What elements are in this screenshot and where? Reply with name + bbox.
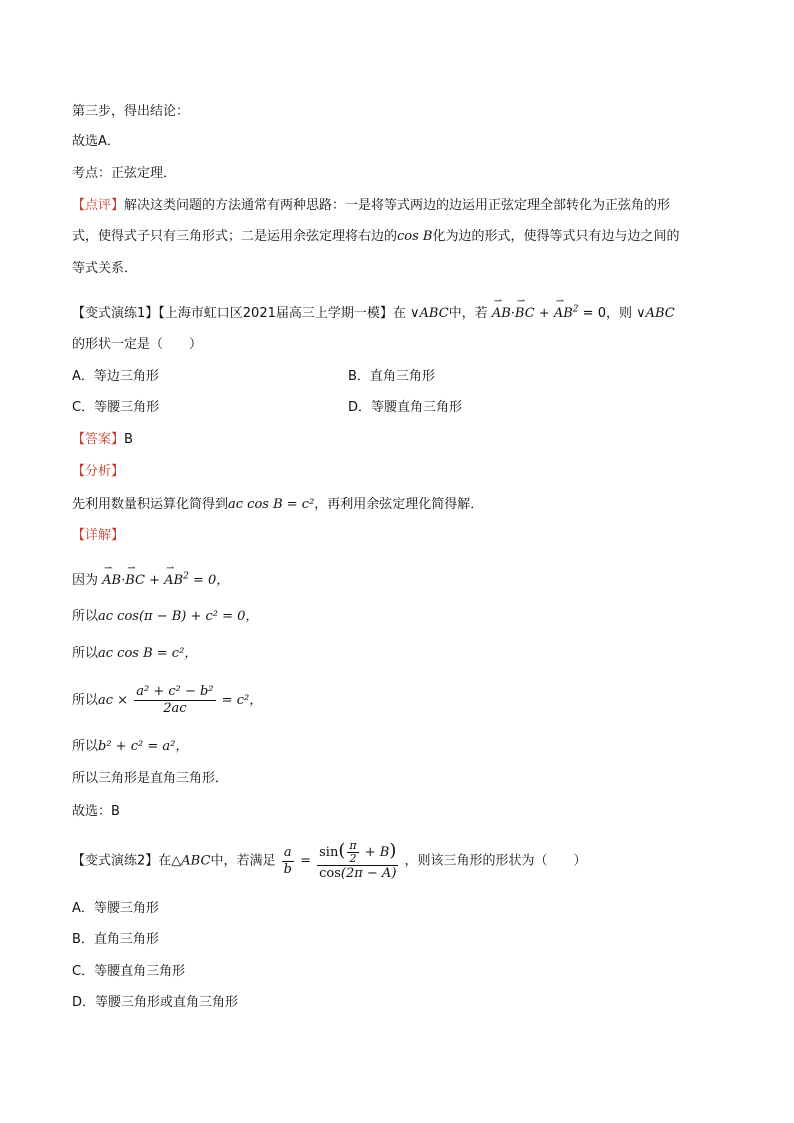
comment-text-1: 解决这类问题的方法通常有两种思路：一是将等式两边的边运用正弦定理全部转化为正弦角的形: [124, 198, 671, 213]
ex1-option-a: A．等边三角形: [72, 369, 159, 384]
ex2-tail: ，则该三角形的形状为（ ）: [404, 853, 587, 869]
ex1-tag: 【变式演练1】【上海市虹口区2021届高三上学期一模】: [72, 306, 393, 321]
ex1-step4-line: [72, 738, 188, 756]
ex1-detail-tag: 【详解】: [72, 528, 125, 543]
ex1-answer-line: [72, 431, 133, 449]
ex1-eq2: ac cos B = c²，: [98, 646, 198, 661]
ex2-option-a: A．等腰三角形: [72, 901, 159, 916]
ex2-mid: 中，若满足: [210, 853, 276, 869]
ex2-option-d: D．等腰三角形或直角三角形: [72, 995, 239, 1010]
ex2-option-c: C．等腰直角三角形: [72, 964, 186, 979]
ex2-fraction-trig: sin( $\frac{\pi}{2}$ + B) cos(2π − A): [319, 839, 397, 881]
ex1-so-2: 所以: [72, 646, 99, 661]
ex1-analysis-b: ，再利用余弦定理化简得解．: [314, 497, 484, 512]
ex1-eq3-denominator: 2ac: [163, 701, 187, 716]
ex2-question-line: 【变式演练2】在△ABC中，若满足 $\frac{a}{b}$ = sin( $\frac{\pi}{2}$ + B) cos(2π − A) ，则该三角形的形状为（ ）: [72, 839, 587, 881]
ex1-eq1: ac cos(π − B) + c² = 0，: [98, 609, 259, 624]
ex1-question-tail: 的形状一定是（ ）: [72, 337, 203, 352]
comment-text-2b: 化为边的形式，使得等式只有边与边之间的: [432, 229, 680, 244]
choose-a-line: 故选A．: [72, 134, 120, 149]
ex2-triangle: △ABC: [171, 853, 211, 869]
ex1-analysis-tag: 【分析】: [72, 464, 125, 479]
comment-tag: 【点评】: [72, 198, 125, 213]
comment-line-3: 等式关系．: [72, 261, 138, 276]
ex1-because: 因为: [72, 573, 99, 588]
ex1-mid: 中，若: [448, 306, 488, 321]
ex1-answer-tag: 【答案】: [72, 432, 125, 447]
ex1-eq3-fraction: [134, 684, 215, 717]
ex2-fraction-ab: $\frac{a}{b}$: [283, 844, 292, 877]
ex1-analysis-line: [72, 496, 483, 514]
ex1-triangle: ∨ABC: [410, 306, 449, 321]
step3-line: 第三步，得出结论：: [72, 104, 190, 119]
ex1-eq4: b² + c² = a²，: [98, 739, 189, 754]
ex1-so-3: 所以: [72, 693, 99, 708]
ex1-step2-line: [72, 645, 197, 663]
ex1-vector-condition: ⇀ AB·⇀ BC + ⇀ $AB^2$: [492, 306, 579, 321]
comment-line-2: [72, 228, 680, 246]
comment-text-2a: 式，使得式子只有三角形式；二是运用余弦定理将右边的: [72, 229, 398, 244]
ex1-because-line: [72, 566, 229, 590]
ex1-analysis-eq: ac cos B = c²: [228, 497, 315, 512]
ex1-eq3-numerator: a² + c² − b²: [136, 684, 214, 699]
ex2-option-b: B．直角三角形: [72, 932, 159, 947]
ex1-step1-line: [72, 608, 258, 626]
kaodian-line: 考点：正弦定理．: [72, 166, 177, 181]
comment-line-1: [72, 197, 670, 215]
ex1-option-d: D．等腰直角三角形: [348, 400, 463, 415]
ex2-prefix: 在: [158, 853, 172, 869]
ex1-cond-tail: = 0，则: [582, 306, 632, 321]
ex1-because-eq-tail: = 0，: [193, 573, 230, 588]
ex1-so-1: 所以: [72, 609, 99, 624]
ex1-triangle-2: ∨ABC: [636, 306, 675, 321]
ex1-step3-line: [72, 684, 262, 718]
ex1-option-c: C．等腰三角形: [72, 400, 160, 415]
ex1-question-line: [72, 299, 675, 323]
ex1-analysis-a: 先利用数量积运算化简得到: [72, 497, 229, 512]
ex1-so-4: 所以: [72, 739, 99, 754]
ex1-because-vector-eq: ⇀ AB·⇀ BC + ⇀ $AB^2$: [102, 573, 189, 588]
ex1-answer: B: [124, 432, 133, 447]
ex1-option-b: B．直角三角形: [348, 369, 435, 384]
ex1-eq3-pre: ac ×: [98, 693, 129, 708]
ex2-tag: 【变式演练2】: [72, 853, 159, 869]
ex1-conclusion-line: 所以三角形是直角三角形．: [72, 771, 229, 786]
cos-b-math: cos B: [397, 229, 433, 244]
ex1-eq3-post: = c²，: [221, 693, 263, 708]
ex1-choose-line: 故选：B: [72, 804, 120, 819]
ex1-prefix: 在: [392, 306, 406, 321]
